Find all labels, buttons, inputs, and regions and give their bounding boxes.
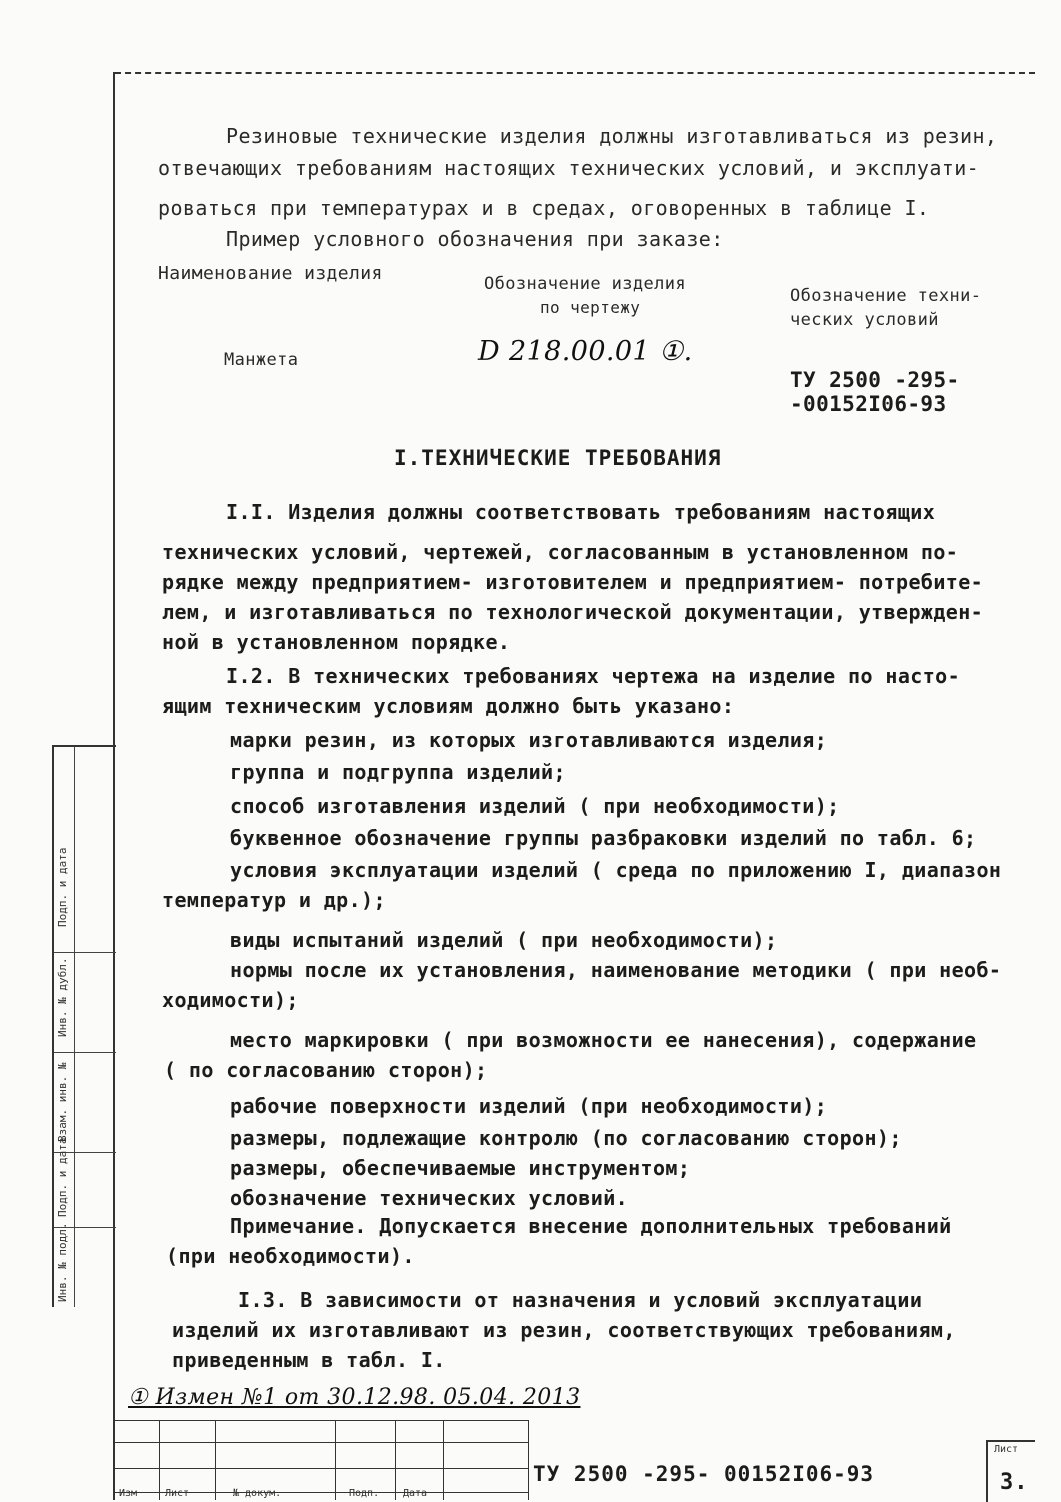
clause-1-1-line-4: лем, и изготавливаться по технологической документации, утвержден- <box>162 600 984 624</box>
col-drawing-header-2: по чертежу <box>540 298 641 317</box>
clause-1-1-line-5: ной в установленном порядке. <box>162 630 511 654</box>
clause-1-3-line-1: I.3. В зависимости от назначения и условий эксплуатации <box>238 1288 923 1312</box>
sheet-label: Лист <box>994 1444 1019 1455</box>
title-block-rule <box>335 1420 336 1500</box>
title-block-col-label: Лист <box>165 1488 190 1499</box>
title-block-col-label: Дата <box>403 1488 428 1499</box>
list-item: обозначение технических условий. <box>230 1186 629 1210</box>
clause-1-2-line-1: I.2. В технических требованиях чертежа на изделие по насто- <box>226 664 961 688</box>
stamp-divider <box>54 1052 116 1053</box>
list-item: нормы после их установления, наименование методики ( при необ- <box>230 958 1002 982</box>
title-block-col-label: № докум. <box>233 1488 282 1499</box>
title-block-rule <box>528 1420 529 1500</box>
product-name-value: Манжета <box>224 350 299 370</box>
title-block-rule <box>215 1420 216 1500</box>
amendment-note: ① Измен №1 от 30.12.98. 05.04. 2013 <box>128 1385 581 1410</box>
intro-line-3: роваться при температурах и в средах, оговоренных в таблице I. <box>158 196 930 220</box>
clause-1-1-line-1: I.I. Изделия должны соответствовать требованиям настоящих <box>226 500 936 524</box>
clause-1-3-line-2: изделий их изготавливают из резин, соответствующих требованиям, <box>172 1318 956 1342</box>
list-item: виды испытаний изделий ( при необходимости); <box>230 928 778 952</box>
note-line-2: (при необходимости). <box>166 1244 415 1268</box>
order-example-label: Пример условного обозначения при заказе: <box>226 227 724 251</box>
intro-line-2: отвечающих требованиям настоящих технических условий, и эксплуати- <box>158 156 980 180</box>
list-item: место маркировки ( при возможности ее нанесения), содержание <box>230 1028 977 1052</box>
list-item: способ изготавления изделий ( при необходимости); <box>230 794 840 818</box>
stamp-label: Подп. и дата <box>56 1137 69 1217</box>
col-spec-header-2: ческих условий <box>790 310 939 330</box>
stamp-label: Подп. и дата <box>56 847 69 927</box>
title-block-rule <box>443 1420 444 1500</box>
document-code: ТУ 2500 -295- 00152I06-93 <box>533 1462 875 1486</box>
list-item: размеры, подлежащие контролю (по согласованию сторон); <box>230 1126 902 1150</box>
title-block-rule <box>159 1420 160 1500</box>
section-title: I.ТЕХНИЧЕСКИЕ ТРЕБОВАНИЯ <box>394 446 722 470</box>
stamp-label: Инв. № подл. <box>56 1222 69 1302</box>
title-block-rule <box>113 1442 528 1443</box>
intro-line-1: Резиновые технические изделия должны изготавливаться из резин, <box>226 124 998 148</box>
stamp-label: Инв. № дубл. <box>56 957 69 1037</box>
margin-stamp-block <box>52 745 116 1307</box>
list-item: условия эксплуатации изделий ( среда по приложению I, диапазон <box>230 858 1002 882</box>
list-item: марки резин, из которых изготавливаются изделия; <box>230 728 828 752</box>
clause-1-2-line-2: ящим техническим условиям должно быть указано: <box>162 694 735 718</box>
title-block-col-label: Подп. <box>349 1488 380 1499</box>
list-item: группа и подгруппа изделий; <box>230 760 566 784</box>
list-item: буквенное обозначение группы разбраковки изделий по табл. 6; <box>230 826 977 850</box>
clause-1-3-line-3: приведенным в табл. I. <box>172 1348 446 1372</box>
list-item: ходимости); <box>162 988 299 1012</box>
drawing-number-value: D 218.00.01 ①. <box>478 336 693 367</box>
title-block-rule <box>113 1420 528 1421</box>
clause-1-1-line-3: рядке между предприятием- изготовителем и предприятием- потребите- <box>162 570 984 594</box>
page-frame-top <box>115 72 1035 74</box>
title-block-rule <box>113 1468 528 1469</box>
title-block-col-label: Изм <box>119 1488 138 1499</box>
col-spec-header-1: Обозначение техни- <box>790 286 982 306</box>
spec-value-2: -00152I06-93 <box>790 392 947 416</box>
list-item: температур и др.); <box>162 888 386 912</box>
spec-value-1: ТУ 2500 -295- <box>790 368 960 392</box>
title-block <box>113 1420 1033 1500</box>
col-drawing-header-1: Обозначение изделия <box>484 274 687 294</box>
note-line-1: Примечание. Допускается внесение дополнительных требований <box>230 1214 952 1238</box>
stamp-label: Взам. инв. № <box>56 1062 69 1142</box>
title-block-rule <box>395 1420 396 1500</box>
stamp-divider <box>74 747 75 1307</box>
sheet-number: 3. <box>1000 1470 1029 1495</box>
sheet-number-box <box>986 1440 1035 1502</box>
col-product-name-header: Наименование изделия <box>158 263 383 284</box>
list-item: размеры, обеспечиваемые инструментом; <box>230 1156 691 1180</box>
stamp-divider <box>54 952 116 953</box>
list-item: рабочие поверхности изделий (при необходимости); <box>230 1094 828 1118</box>
list-item: ( по согласованию сторон); <box>164 1058 488 1082</box>
clause-1-1-line-2: технических условий, чертежей, согласованным в установленном по- <box>162 540 959 564</box>
